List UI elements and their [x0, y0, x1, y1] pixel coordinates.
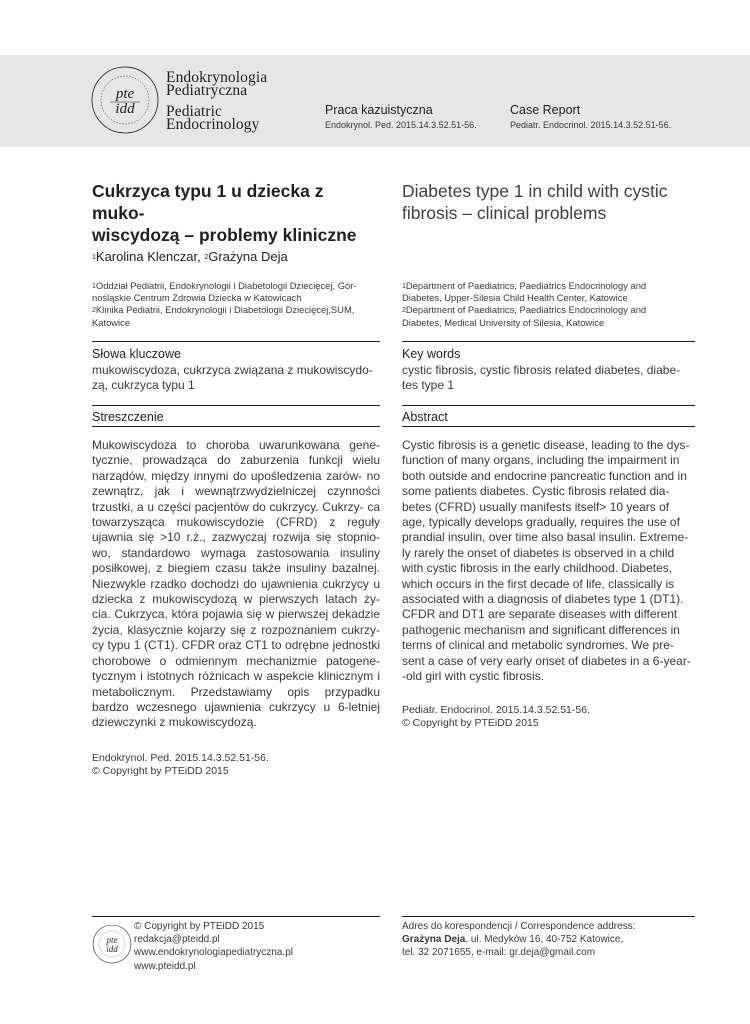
- title-en: [402, 180, 695, 224]
- title-en-line: Diabetes type 1 in child with cystic: [402, 181, 668, 201]
- article-ref-en: Pediatr. Endocrinol. 2015.14.3.52.51-56.: [510, 120, 672, 130]
- section-rule: [92, 341, 380, 342]
- affil-text: Diabetes, Medical University of Silesia, Katowice: [402, 316, 605, 328]
- keywords-pl: [92, 341, 380, 392]
- affil-text: Department of Paediatrics, Paediatrics Endocrinology and: [405, 304, 647, 316]
- copyright-pl: © Copyright by PTEiDD 2015: [92, 764, 229, 777]
- affil-sup: 1: [92, 283, 96, 290]
- journal-names: [166, 71, 267, 131]
- affil-text: Klinika Pediatrii, Endokrynologii i Diabetologii Dziecięcej,SUM,: [95, 304, 355, 316]
- footer-website-link[interactable]: www.pteidd.pl: [134, 960, 196, 972]
- footer-copyright: © Copyright by PTEiDD 2015: [134, 921, 265, 932]
- section-rule: [402, 426, 695, 427]
- svg-text:pte: pte: [115, 86, 135, 102]
- affil-sup: 2: [402, 307, 406, 315]
- article-type-pl: [325, 103, 477, 131]
- footer-seal-logo: [92, 924, 132, 964]
- keywords-en: [402, 341, 695, 392]
- journal-name-en-1: Pediatric: [166, 103, 222, 120]
- journal-seal-logo: [90, 65, 160, 135]
- journal-header: [0, 55, 750, 147]
- footer-journal-info: [92, 916, 380, 973]
- keywords-text-pl: mukowiscydoza, cukrzyca związana z mukowiscydo- zą, cukrzyca typu 1: [92, 363, 373, 392]
- title-pl-line: wiscydozą – problemy kliniczne: [92, 225, 357, 245]
- correspondence-label: Adres do korespondencji / Correspondence address:: [402, 921, 636, 932]
- section-rule: [92, 426, 380, 427]
- affil-sup: 1: [402, 283, 406, 290]
- journal-name-en-2: Endocrinology: [166, 116, 260, 133]
- article-type-en: [510, 103, 671, 131]
- article-type-label-en: Case Report: [510, 103, 581, 117]
- journal-name-pl-2: Pediatryczna: [166, 82, 248, 99]
- affil-text: Oddział Pediatrii, Endokrynologii i Diabetologii Dziecięcej, Gór-: [95, 280, 357, 291]
- author-name: Karolina Klenczar,: [95, 249, 205, 264]
- abstract-pl: [92, 405, 380, 778]
- title-pl: [92, 180, 380, 246]
- title-en-line: fibrosis – clinical problems: [402, 203, 607, 223]
- journal-name-pl-1: Endokrynologia: [166, 69, 268, 86]
- abstract-heading-pl: Streszczenie: [92, 410, 164, 424]
- abstract-heading-en: Abstract: [402, 410, 448, 424]
- keywords-text-en: cystic fibrosis, cystic fibrosis related diabetes, diabe- tes type 1: [402, 363, 681, 392]
- section-rule: [402, 405, 695, 406]
- article-ref-pl: Endokrynol. Ped. 2015.14.3.52.51-56.: [325, 120, 477, 130]
- author-affil-sup: 2: [204, 254, 209, 261]
- affil-sup: 2: [92, 307, 96, 315]
- footer-rule: [92, 916, 380, 917]
- footer-website-link[interactable]: www.endokrynologiapediatryczna.pl: [134, 947, 293, 959]
- correspondence-street: , ul. Medyków 16, 40-752 Katowice,: [465, 934, 624, 946]
- citation-en: Pediatr. Endocrinol. 2015.14.3.52.51-56.: [402, 703, 590, 716]
- author-name: Grażyna Deja: [208, 249, 288, 264]
- abstract-text-en: Cystic fibrosis is a genetic disease, leading to the dys- function of many organs, including the impairment in both outside and endocrine pancreatic function and in some patients diabetes. Cystic fibrosis related dia- betes (CFRD) usually manifests itself> 10 years of age, typically develops gradually, requires the use of prandial insulin, over time also basal insulin. Extreme- ly rarely the onset of diabetes is observed in a child with cystic fibrosis in the early childhood. Diabetes, which occurs in the first decade of life, classically is associated with a diagnosis of diabetes type 1 (DT1). CFDR and DT1 are separate diseases with different pathogenic mechanism and significant differences in terms of clinical and metabolic syndromes. We pre- sent a case of very early onset of diabetes in a 6-year- -old girl with cystic fibrosis.: [402, 438, 691, 684]
- article-type-label-pl: Praca kazuistyczna: [325, 103, 433, 117]
- abstract-text-pl: Mukowiscydoza to choroba uwarunkowana gene- tycznie, prowadząca do zaburzenia funkcji wielu narządów, między innymi do upośledzenia zarów- no zewnątrz, jak i wewnątrzwydzielniczej czynności trzustki, a u części pacjentów do cukrzycy. Cukrzy- ca towarzysząca mukowiscydozie (CFRD) z reguły ujawnia się >10 r.ż., zazwyczaj rozwija się stopnio- wo, standardowo wymaga zastosowania insuliny posiłkowej, z biegiem czasu także insuliny bazalnej. Niezwykle rzadko dochodzi do ujawnienia cukrzycy u dziecka z mukowiscydozą w pierwszych latach ży- cia. Cukrzyca, która pojawia się w pierwszej dekadzie życia, klasycznie kojarzy się z rozpoznaniem cukrzy- cy typu 1 (CT1). CFDR oraz CT1 to odrębne jednostki chorobowe o odmiennym mechanizmie patogene- tycznym i istotnych różnicach w aspekcie klinicznym i metabolicznym. Przedstawiamy opis przypadku bardzo wczesnego ujawnienia cukrzycy u 6-letniej dziewczynki z mukowiscydozą.: [92, 438, 380, 730]
- svg-text:idd: idd: [106, 944, 118, 954]
- authors: [92, 249, 288, 265]
- footer-correspondence: [402, 916, 695, 960]
- affiliations-en: [402, 280, 695, 329]
- correspondence-contact: tel. 32 2071655, e-mail: gr.deja@gmail.com: [402, 947, 596, 959]
- correspondence-name: Grażyna Deja: [402, 934, 466, 946]
- section-rule: [92, 405, 380, 406]
- affil-text: Diabetes, Upper-Silesia Child Health Center, Katowice: [402, 292, 628, 304]
- affil-text: Department of Paediatrics, Paediatrics Endocrinology and: [405, 280, 647, 291]
- citation-pl: Endokrynol. Ped. 2015.14.3.52.51-56.: [92, 751, 269, 764]
- abstract-en: [402, 405, 695, 730]
- footer-rule: [402, 916, 695, 917]
- affil-text: Katowice: [92, 316, 131, 328]
- copyright-en: © Copyright by PTEiDD 2015: [402, 716, 539, 729]
- section-rule: [402, 341, 695, 342]
- title-pl-line: Cukrzyca typu 1 u dziecka z muko-: [92, 181, 324, 223]
- svg-text:pte: pte: [106, 935, 118, 945]
- affil-text: nośląskie Centrum Zdrowia Dziecka w Katowicach: [92, 292, 302, 304]
- affiliations-pl: [92, 280, 380, 329]
- correspondence-address: [402, 933, 695, 946]
- keywords-heading-pl: Słowa kluczowe: [92, 347, 181, 361]
- svg-text:idd: idd: [115, 101, 135, 117]
- keywords-heading-en: Key words: [402, 347, 461, 361]
- footer-email[interactable]: redakcja@pteidd.pl: [134, 934, 220, 946]
- author-affil-sup: 1: [92, 254, 96, 261]
